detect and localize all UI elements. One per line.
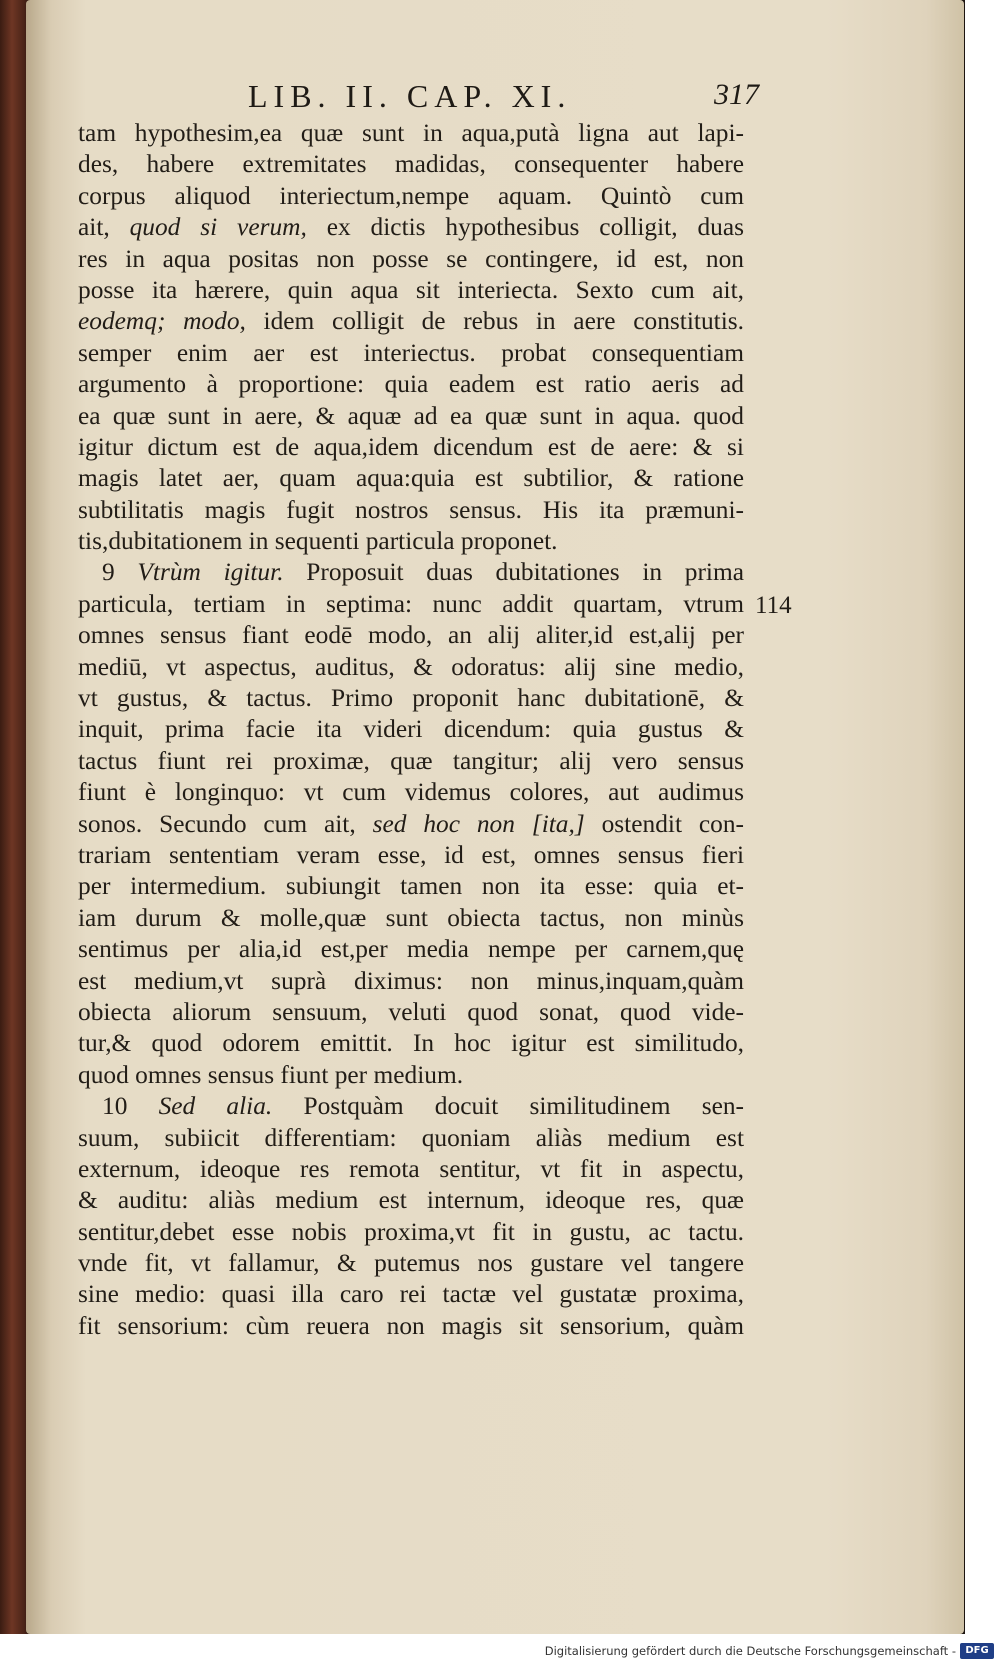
text-segment: & auditu: aliàs medium est internum, ideoque res, quæ: [78, 1186, 744, 1215]
italic-lemma: Sed alia.: [158, 1092, 273, 1121]
running-head: LIB. II. CAP. XI.: [248, 78, 572, 114]
text-line: [78, 526, 744, 557]
dfg-logo-icon: DFG: [960, 1643, 994, 1659]
text-segment: magis latet aer, quam aqua:quia est subtilior, & ratione: [78, 464, 744, 493]
text-line: [78, 1279, 744, 1310]
text-line: [78, 149, 744, 180]
text-line: [78, 369, 744, 400]
text-line: [78, 244, 744, 275]
text-segment: sentitur,debet esse nobis proxima,vt fit in gustu, ac tactu.: [78, 1217, 744, 1246]
text-segment: 10: [102, 1092, 159, 1121]
text-segment: omnes sensus fiant eodē modo, an alij aliter,id est,alij per: [78, 621, 744, 650]
text-line: [78, 338, 744, 369]
text-segment: ait,: [78, 213, 130, 242]
text-segment: ea quæ sunt in aere, & aquæ ad ea quæ sunt in aqua. quod: [78, 401, 744, 430]
text-line: [78, 809, 744, 840]
text-segment: argumento à proportione: quia eadem est ratio aeris ad: [78, 370, 744, 399]
text-line: [78, 746, 744, 777]
funding-credit: Digitalisierung gefördert durch die Deutsche Forschungsgemeinschaft -: [544, 1644, 956, 1658]
text-segment: Proposuit duas dubitationes in prima: [283, 558, 745, 587]
text-line: [78, 1028, 744, 1059]
text-segment: per intermedium. subiungit tamen non ita esse: quia et-: [78, 872, 744, 901]
text-line: [78, 652, 744, 683]
text-segment: fit sensorium: cùm reuera non magis sit sensorium, quàm: [78, 1311, 744, 1340]
page-header: [26, 78, 964, 118]
text-segment: tur,& quod odorem emittit. In hoc igitur est similitudo,: [78, 1029, 744, 1058]
marginal-note: 114: [755, 592, 792, 619]
body-text: [78, 118, 744, 1342]
text-segment: ex dictis hypothesibus colligit, duas: [306, 213, 744, 242]
text-segment: 9: [102, 558, 138, 587]
text-segment: sine medio: quasi illa caro rei tactæ vel gustatæ proxima,: [78, 1280, 744, 1309]
text-segment: est medium,vt suprà diximus: non minus,inquam,quàm: [78, 966, 744, 995]
text-segment: sonos. Secundo cum ait,: [78, 809, 373, 838]
text-line: [78, 966, 744, 997]
text-line: [78, 620, 744, 651]
text-segment: posse ita hærere, quin aqua sit interiecta. Sexto cum ait,: [78, 275, 744, 304]
text-segment: trariam sententiam veram esse, id est, omnes sensus fieri: [78, 840, 744, 869]
text-line: [78, 1060, 744, 1091]
text-line: [78, 212, 744, 243]
text-segment: tam hypothesim,ea quæ sunt in aqua,putà ligna aut lapi-: [78, 119, 744, 147]
text-line: [78, 1311, 744, 1342]
text-line: [78, 934, 744, 965]
text-segment: vnde fit, vt fallamur, & putemus nos gustare vel tangere: [78, 1249, 744, 1278]
text-line: [78, 1248, 744, 1279]
text-segment: tactus fiunt rei proximæ, quæ tangitur; alij vero sensus: [78, 746, 744, 775]
text-segment: inquit, prima facie ita videri dicendum: quia gustus &: [78, 715, 744, 744]
text-segment: obiecta aliorum sensuum, veluti quod sonat, quod vide-: [78, 997, 744, 1026]
text-segment: tis,dubitationem in sequenti particula proponet.: [78, 527, 558, 556]
text-line: [78, 181, 744, 212]
text-segment: fiunt è longinquo: vt cum videmus colores, aut audimus: [78, 778, 744, 807]
text-line: [78, 589, 744, 620]
italic-lemma: quod si verum,: [129, 213, 307, 242]
text-line: [78, 557, 744, 588]
italic-lemma: eodemq; modo,: [78, 307, 246, 336]
italic-lemma: Vtrùm igitur.: [137, 558, 284, 587]
footer-bar: [0, 1640, 1000, 1667]
italic-lemma: sed hoc non [ita,]: [372, 809, 585, 838]
text-segment: subtilitatis magis fugit nostros sensus. His ita præmuni-: [78, 495, 744, 524]
text-line: [78, 463, 744, 494]
text-line: [78, 777, 744, 808]
text-line: [78, 118, 744, 149]
text-line: [78, 306, 744, 337]
text-segment: sentimus per alia,id est,per media nempe per carnem,quę: [78, 935, 744, 964]
text-segment: suum, subiicit differentiam: quoniam aliàs medium est: [78, 1123, 744, 1152]
text-segment: Postquàm docuit similitudinem sen-: [272, 1092, 744, 1121]
text-line: [78, 1154, 744, 1185]
text-line: [78, 840, 744, 871]
text-segment: quod omnes sensus fiunt per medium.: [78, 1060, 464, 1089]
text-segment: externum, ideoque res remota sentitur, vt fit in aspectu,: [78, 1154, 744, 1183]
text-line: [78, 275, 744, 306]
text-segment: res in aqua positas non posse se contingere, id est, non: [78, 244, 744, 273]
text-line: [78, 683, 744, 714]
book-page: [26, 0, 964, 1634]
text-line: [78, 903, 744, 934]
text-line: [78, 401, 744, 432]
text-line: [78, 714, 744, 745]
text-segment: iam durum & molle,quæ sunt obiecta tactus, non minùs: [78, 903, 744, 932]
text-segment: mediū, vt aspectus, auditus, & odoratus: alij sine medio,: [78, 652, 744, 681]
text-line: [78, 432, 744, 463]
text-line: [78, 997, 744, 1028]
text-line: [78, 1123, 744, 1154]
text-segment: igitur dictum est de aqua,idem dicendum est de aere: & si: [78, 432, 744, 461]
text-segment: corpus aliquod interiectum,nempe aquam. Quintò cum: [78, 181, 744, 210]
text-line: [78, 1091, 744, 1122]
text-line: [78, 495, 744, 526]
text-segment: idem colligit de rebus in aere constitutis.: [245, 307, 744, 336]
text-line: [78, 1217, 744, 1248]
text-segment: particula, tertiam in septima: nunc addit quartam, vtrum: [78, 589, 744, 618]
text-segment: des, habere extremitates madidas, consequenter habere: [78, 150, 744, 179]
text-segment: semper enim aer est interiectus. probat consequentiam: [78, 338, 744, 367]
page-number: 317: [714, 78, 759, 111]
text-segment: vt gustus, & tactus. Primo proponit hanc dubitationē, &: [78, 684, 744, 713]
text-segment: ostendit con-: [584, 809, 745, 838]
text-line: [78, 1185, 744, 1216]
text-line: [78, 871, 744, 902]
